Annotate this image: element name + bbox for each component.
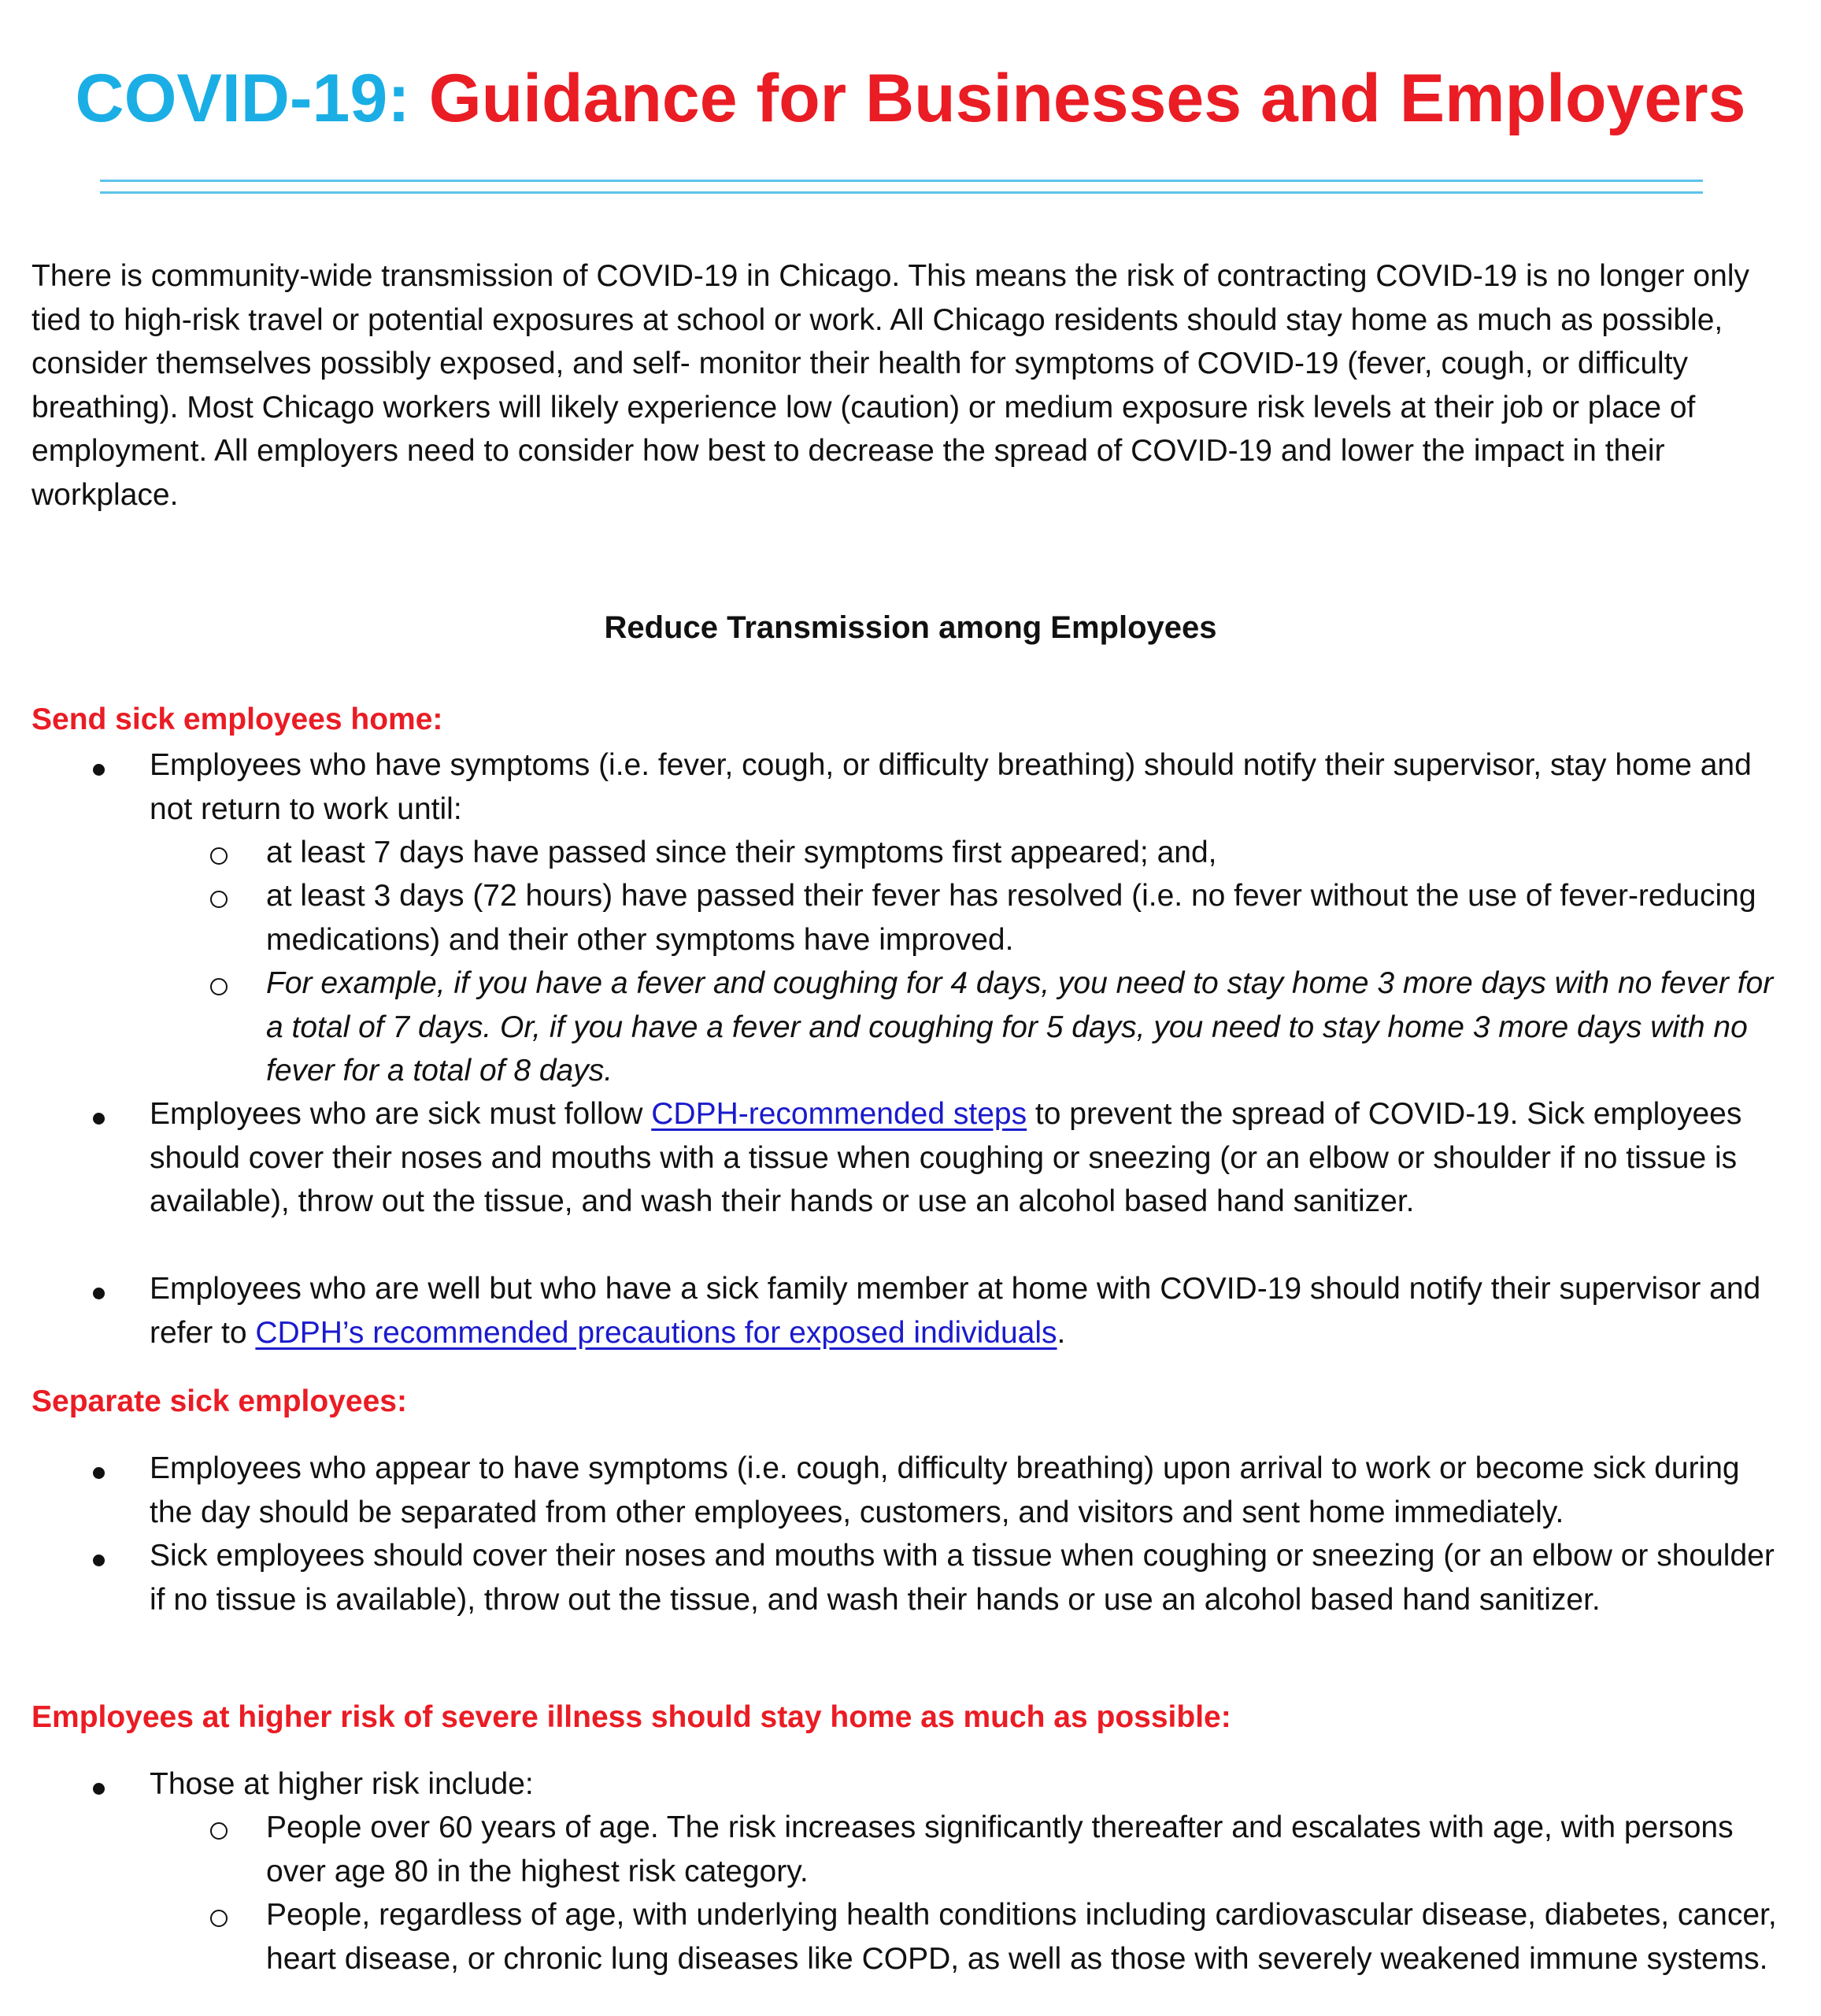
higher-risk-bullet-include: Those at higher risk include: xyxy=(150,1767,534,1801)
separate-bullet-arrival: Employees who appear to have symptoms (i.e. cough, difficulty breathing) upon arrival to work or become sick during the day should be separated from other employees, customers, and visitors and sent home immediately. xyxy=(150,1451,1740,1529)
bullet-marker xyxy=(93,1467,105,1479)
bullet-marker xyxy=(93,1555,105,1566)
text-span: to prevent the spread of COVID-19. Sick employees should cover their noses and mouths with a tissue when coughing or sneezing (or an elbow or shoulder if no tissue is available), throw out the tissue, and wash their hands or use an alcohol based hand sanitizer. xyxy=(150,1097,1742,1218)
higher-risk-sub-age: People over 60 years of age. The risk increases significantly thereafter and escalates with age, with persons over age 80 in the highest risk category. xyxy=(266,1810,1734,1888)
separate-bullet-cover: Sick employees should cover their noses and mouths with a tissue when coughing or sneezing (or an elbow or shoulder if no tissue is available), throw out the tissue, and wash their hands or use an alcohol based hand sanitizer. xyxy=(150,1539,1775,1617)
section-title: Reduce Transmission among Employees xyxy=(604,610,1217,645)
text-span: . xyxy=(1057,1315,1066,1350)
sub-bullet-marker xyxy=(210,891,228,908)
bullet-marker xyxy=(93,1113,105,1125)
send-home-sub-7-days: at least 7 days have passed since their symptoms first appeared; and, xyxy=(266,836,1217,869)
send-home-bullet-symptoms: Employees who have symptoms (i.e. fever, cough, or difficulty breathing) should notify their supervisor, stay home and not return to work until: xyxy=(150,748,1752,826)
sub-bullet-marker xyxy=(210,1822,228,1840)
text-span: Employees who are sick must follow xyxy=(150,1097,652,1131)
title-main: Guidance for Businesses and Employers xyxy=(428,61,1746,136)
title-rule-top xyxy=(100,180,1703,182)
bullet-marker xyxy=(93,764,105,776)
page-title xyxy=(0,55,1821,142)
send-home-bullet-cdph-steps xyxy=(150,1092,1787,1224)
higher-risk-sub-conditions: People, regardless of age, with underlying health conditions including cardiovascular disease, diabetes, cancer, heart disease, or chronic lung diseases like COPD, as well as those with severely weakened immune systems. xyxy=(266,1898,1777,1976)
title-rule-bottom xyxy=(100,191,1703,194)
title-prefix: COVID-19: xyxy=(75,61,410,136)
cdph-exposed-precautions-link[interactable]: CDPH’s recommended precautions for exposed individuals xyxy=(255,1315,1057,1350)
sub-bullet-marker xyxy=(210,1910,228,1927)
sub-bullet-marker xyxy=(210,978,228,995)
send-home-sub-3-days: at least 3 days (72 hours) have passed their fever has resolved (i.e. no fever without the use of fever-reducing medications) and their other symptoms have improved. xyxy=(266,879,1756,957)
bullet-marker xyxy=(93,1288,105,1299)
send-home-sub-example: For example, if you have a fever and coughing for 4 days, you need to stay home 3 more days with no fever for a total of 7 days. Or, if you have a fever and coughing for 5 days, you need to stay home 3 more days with no fever for a total of 8 days. xyxy=(266,966,1774,1088)
cdph-recommended-steps-link[interactable]: CDPH-recommended steps xyxy=(651,1097,1027,1131)
higher-risk-heading: Employees at higher risk of severe illness should stay home as much as possible: xyxy=(31,1700,1231,1734)
send-home-bullet-family xyxy=(150,1267,1787,1354)
sub-bullet-marker xyxy=(210,847,228,865)
send-home-heading: Send sick employees home: xyxy=(31,702,443,736)
intro-paragraph: There is community-wide transmission of COVID-19 in Chicago. This means the risk of contracting COVID-19 is no longer only tied to high-risk travel or potential exposures at school or work. All Chicago residents should stay home as much as possible, consider themselves possibly exposed, and self- monitor their health for symptoms of COVID-19 (fever, cough, or difficulty breathing). Most Chicago workers will likely experience low (caution) or medium exposure risk levels at their job or place of employment. All employers need to consider how best to decrease the spread of COVID-19 and lower the impact in their workplace. xyxy=(31,259,1749,512)
separate-heading: Separate sick employees: xyxy=(31,1384,407,1418)
bullet-marker xyxy=(93,1783,105,1795)
text-span: Employees who are well but who have a sick family member at home with COVID-19 should notify their supervisor and refer to xyxy=(150,1272,1761,1350)
